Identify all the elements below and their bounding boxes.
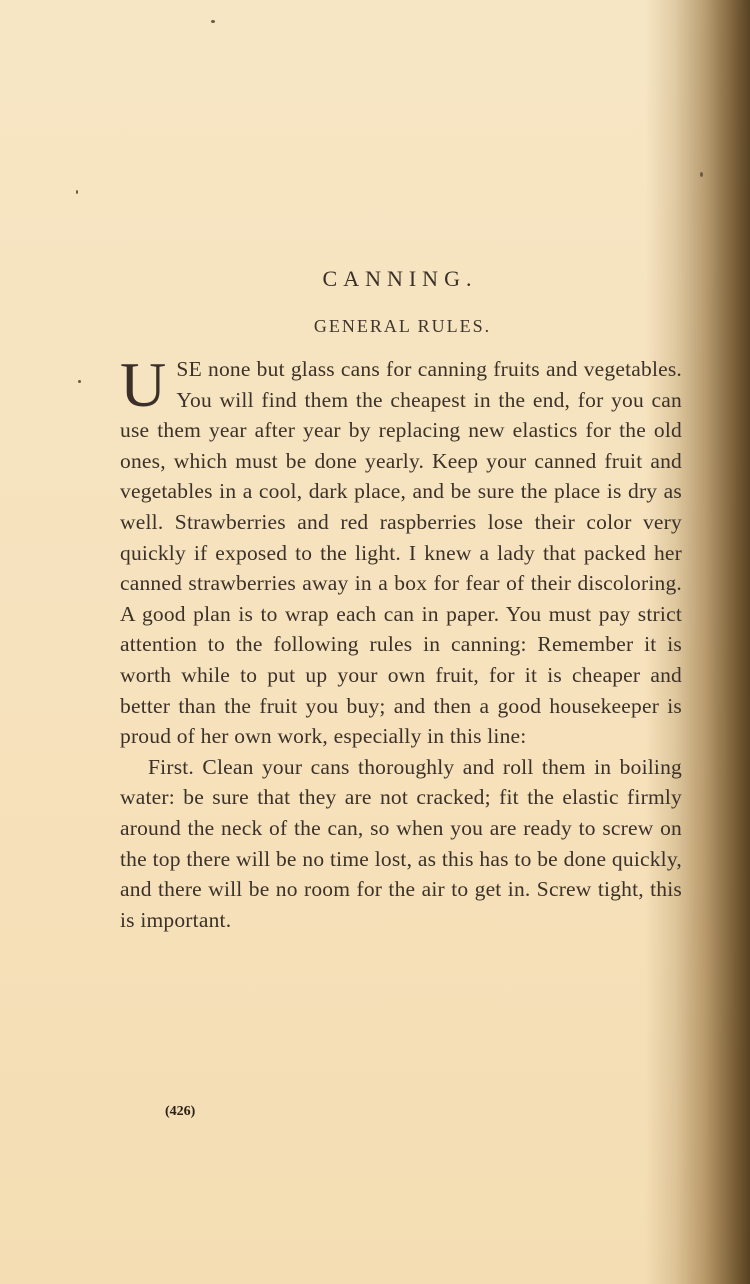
ink-speck [76,190,78,194]
ink-speck [700,172,703,177]
body-text [120,349,682,935]
paragraph-intro-text: SE none but glass cans for canning fruits and vegetables. You will find them the cheapest in the end, for you can use them year after year by replacing new elastics for the old ones, which must be done yearly. Keep your canned fruit and vegetables in a cool, dark place, and be sure the place is dry as well. Strawberries and red raspberries lose their color very quickly if exposed to the light. I knew a lady that packed her canned strawberries away in a box for fear of their discoloring. A good plan is to wrap each can in paper. You must pay strict attention to the following rules in canning: Remember it is worth while to put up your own fruit, for it is cheaper and better than the fruit you buy; and then a good housekeeper is proud of her own work, especially in this line: [120,357,682,749]
paragraph-intro [120,349,682,752]
paragraph-first-rule: First. Clean your cans thoroughly and roll them in boiling water: be sure that they are not cracked; fit the elastic firmly around the neck of the can, so when you are ready to screw on the top there will be no time lost, as this has to be done quickly, and there will be no room for the air to get in. Screw tight, this is important. [120,754,682,932]
ink-speck [211,20,215,23]
drop-cap: U [120,349,167,420]
chapter-title: CANNING. [322,266,478,291]
section-subtitle: GENERAL RULES. [313,316,492,336]
page-number: (426) [165,1104,196,1119]
ink-speck [78,380,81,383]
